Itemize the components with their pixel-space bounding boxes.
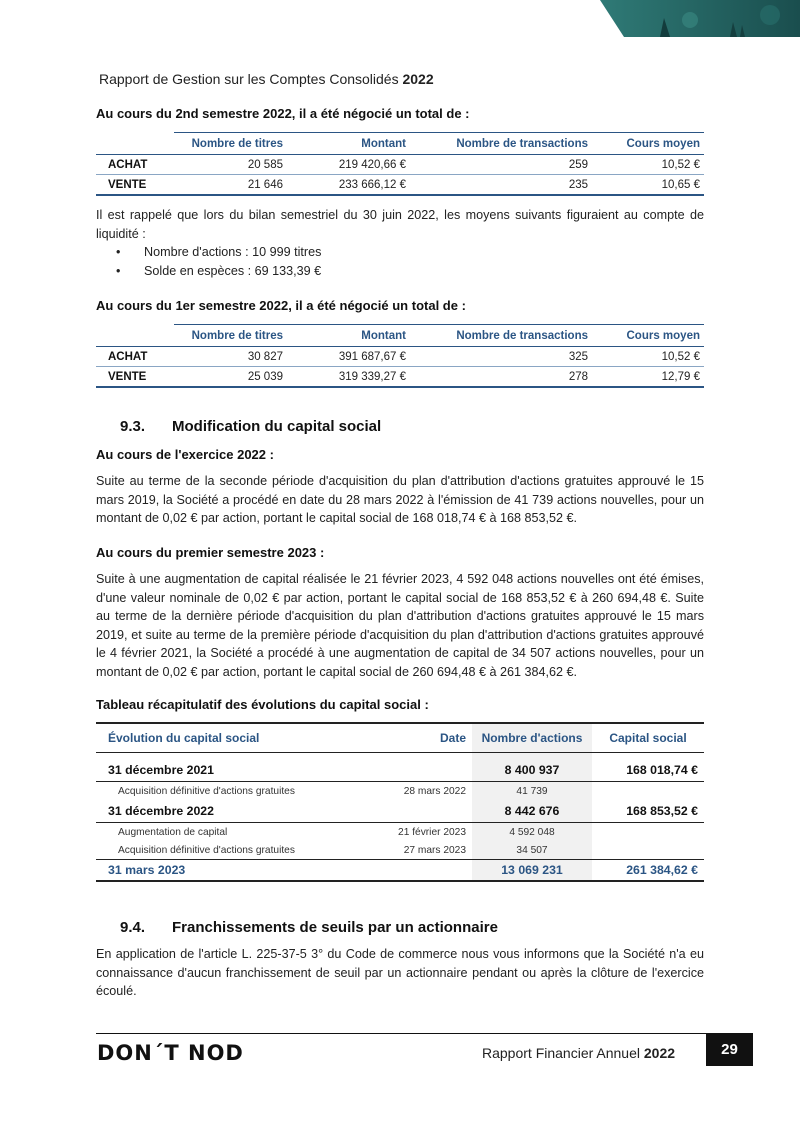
col-titres: Nombre de titres: [174, 325, 287, 347]
table-header: [96, 325, 704, 347]
row-label: 31 décembre 2021: [96, 759, 365, 782]
col-capital: Capital social: [592, 724, 704, 753]
col-transactions: Nombre de transactions: [410, 325, 592, 347]
cell-montant: 391 687,67 €: [287, 347, 410, 367]
document-header: [99, 71, 434, 87]
paragraph-2023: Suite à une augmentation de capital réalisée le 21 février 2023, 4 592 048 actions nouvelles ont été émises, d'une valeur nominale de 0,02 € par action, portant le capital social de 168 853,52 € à 260 694,48 €. Suite au terme de la dernière période d'acquisition du plan d'attribution d'actions gratuites approuvé le 15 mars 2019, et suite au terme de la première période d'acquisition du plan d'attribution d'actions gratuites approuvé le 4 février 2021, la Société a procédé à une augmentation de capital de 34 507 actions nouvelles, pour un montant de 0,02 € par action, portant le capital social de 260 694,48 € à 261 384,62 €.: [96, 572, 704, 679]
col-date: Date: [365, 724, 472, 753]
row-label: VENTE: [96, 175, 174, 196]
table-row: [96, 759, 704, 782]
bullet-item: • Nombre d'actions : 10 999 titres: [116, 243, 321, 262]
table-row: [96, 823, 704, 842]
cell-titres: 21 646: [174, 175, 287, 196]
col-transactions: Nombre de transactions: [410, 133, 592, 155]
cell-actions: 4 592 048: [472, 823, 592, 842]
col-montant: Montant: [287, 325, 410, 347]
row-label: VENTE: [96, 367, 174, 388]
col-empty: [96, 133, 174, 155]
cell-capital: [592, 841, 704, 860]
cell-transactions: 259: [410, 155, 592, 175]
cell-date: 21 février 2023: [398, 826, 466, 838]
s2-table: [96, 132, 704, 196]
cell-montant: 233 666,12 €: [287, 175, 410, 196]
cell-capital: [592, 823, 704, 842]
row-label: 31 mars 2023: [96, 860, 365, 882]
col-empty: [96, 325, 174, 347]
cell-actions: 8 442 676: [472, 800, 592, 823]
cell-transactions: 278: [410, 367, 592, 388]
footer-year: 2022: [643, 1045, 676, 1061]
sub-heading-2023: Au cours du premier semestre 2023 :: [96, 545, 325, 560]
cell-titres: 25 039: [174, 367, 287, 388]
cell-actions: 41 739: [472, 782, 592, 801]
row-label: Acquisition définitive d'actions gratuites: [118, 785, 295, 797]
table-row: [96, 347, 704, 367]
table-row: [96, 155, 704, 175]
col-montant: Montant: [287, 133, 410, 155]
table-header: [96, 724, 704, 753]
cell-montant: 219 420,66 €: [287, 155, 410, 175]
footer-divider: [96, 1033, 706, 1034]
cell-capital: [592, 782, 704, 801]
row-label: ACHAT: [96, 347, 174, 367]
row-label: Augmentation de capital: [118, 826, 228, 838]
col-titres: Nombre de titres: [174, 133, 287, 155]
cell-cours: 10,52 €: [592, 347, 704, 367]
cell-capital: 168 018,74 €: [592, 759, 704, 782]
footer-title-text: Rapport Financier Annuel: [482, 1045, 640, 1061]
cell-titres: 30 827: [174, 347, 287, 367]
table-row: [96, 800, 704, 823]
row-label: ACHAT: [96, 155, 174, 175]
section-title: Franchissements de seuils par un actionnaire: [172, 919, 498, 936]
table-header: [96, 133, 704, 155]
col-cours: Cours moyen: [592, 133, 704, 155]
header-title: Rapport de Gestion sur les Comptes Consolidés: [99, 71, 399, 87]
cell-actions: 8 400 937: [472, 759, 592, 782]
cell-actions: 34 507: [472, 841, 592, 860]
table-row: [96, 782, 704, 801]
cell-date: [365, 759, 472, 782]
cell-date: [365, 860, 472, 882]
table-heading: Tableau récapitulatif des évolutions du capital social :: [96, 697, 429, 712]
reminder-bullets: [116, 243, 321, 281]
s1-table: [96, 324, 704, 388]
header-year: 2022: [402, 71, 434, 87]
col-cours: Cours moyen: [592, 325, 704, 347]
cell-capital: 261 384,62 €: [592, 860, 704, 882]
col-evolution: Évolution du capital social: [96, 724, 365, 753]
cell-cours: 10,52 €: [592, 155, 704, 175]
paragraph-seuils: En application de l'article L. 225-37-5 3° du Code de commerce nous vous informons que la Société n'a eu connaissance d'aucun franchissement de seuil par un actionnaire pendant ou après la clôture de l'exercice écoulé.: [96, 947, 704, 998]
col-actions: Nombre d'actions: [472, 724, 592, 753]
section-number: 9.3.: [120, 418, 146, 435]
table-row: [96, 175, 704, 196]
table-row: [96, 367, 704, 388]
header-corner-image: [600, 0, 800, 37]
cell-date: [365, 800, 472, 823]
cell-transactions: 235: [410, 175, 592, 196]
section-number: 9.4.: [120, 919, 146, 936]
company-logo: DON´T NOD: [97, 1041, 244, 1065]
table-row: [96, 841, 704, 860]
cell-titres: 20 585: [174, 155, 287, 175]
page-number: 29: [706, 1033, 753, 1066]
section-title: Modification du capital social: [172, 418, 382, 435]
cell-cours: 10,65 €: [592, 175, 704, 196]
cell-date: 27 mars 2023: [365, 841, 472, 860]
cell-montant: 319 339,27 €: [287, 367, 410, 388]
reminder-text: Il est rappelé que lors du bilan semestriel du 30 juin 2022, les moyens suivants figuraient au compte de liquidité :: [96, 208, 704, 241]
paragraph-2022: Suite au terme de la seconde période d'acquisition du plan d'attribution d'actions gratuites approuvé le 15 mars 2019, la Société a procédé en date du 28 mars 2022 à l'émission de 41 739 actions nouvelles, pour un montant de 0,02 € par action, portant le capital social de 168 018,74 € à 168 853,52 €.: [96, 474, 704, 525]
s2-heading: Au cours du 2nd semestre 2022, il a été négocié un total de :: [96, 106, 470, 121]
cell-transactions: 325: [410, 347, 592, 367]
sub-heading-2022: Au cours de l'exercice 2022 :: [96, 447, 274, 462]
bullet-item: • Solde en espèces : 69 133,39 €: [116, 262, 321, 281]
cell-capital: 168 853,52 €: [592, 800, 704, 823]
cell-cours: 12,79 €: [592, 367, 704, 388]
table-row-total: [96, 860, 704, 882]
s1-heading: Au cours du 1er semestre 2022, il a été négocié un total de :: [96, 298, 466, 313]
footer-title: [482, 1045, 675, 1061]
cell-date: 28 mars 2022: [403, 785, 466, 797]
cell-actions: 13 069 231: [472, 860, 592, 882]
row-label: 31 décembre 2022: [96, 800, 365, 823]
row-label: Acquisition définitive d'actions gratuites: [96, 841, 365, 860]
capital-table: [96, 722, 704, 882]
